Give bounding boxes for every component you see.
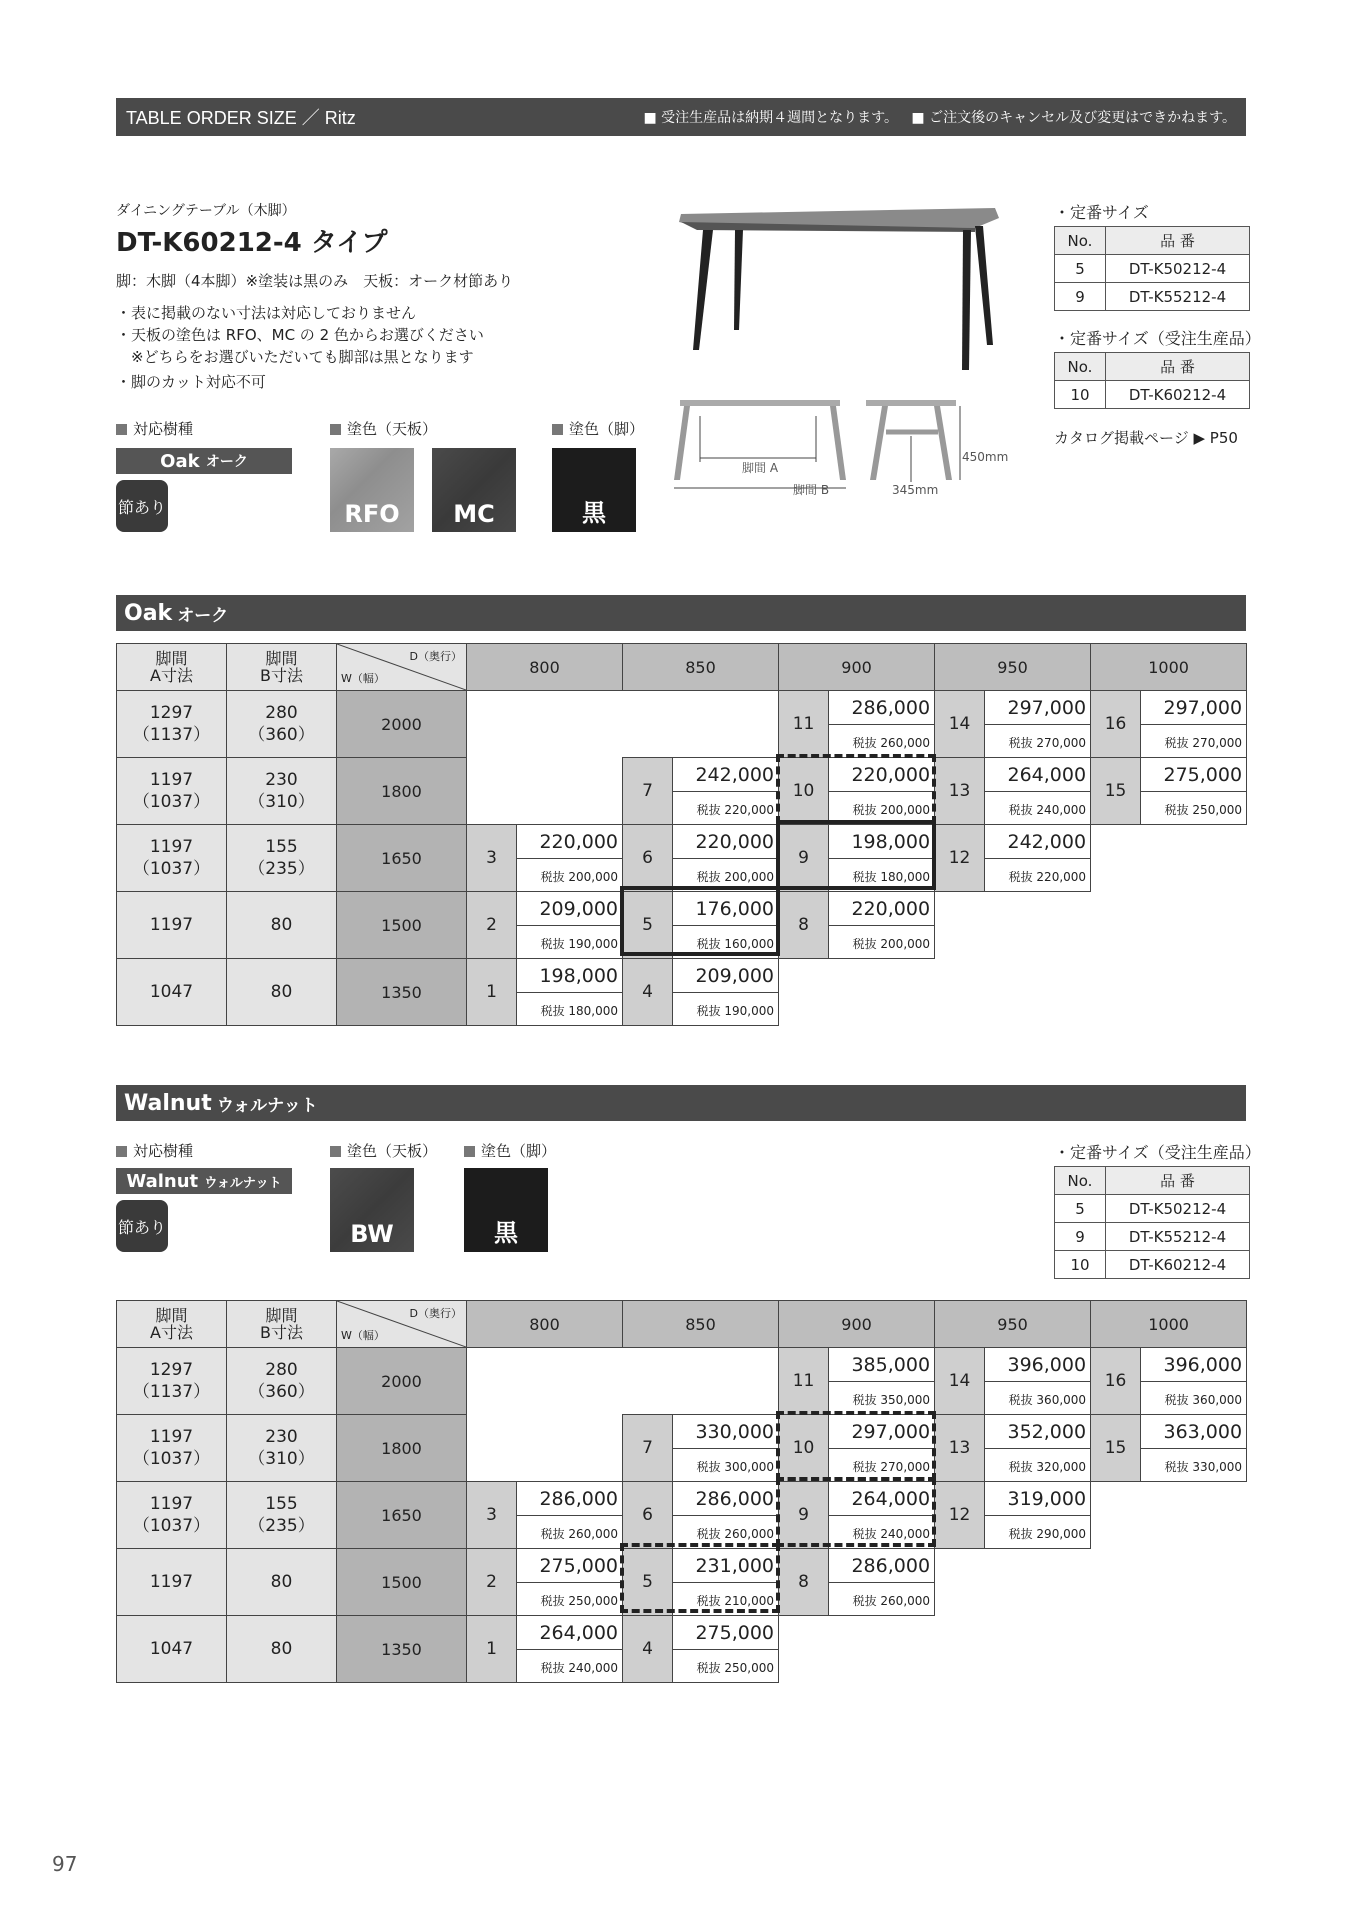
standard-sizes-title: ・定番サイズ: [1054, 203, 1149, 222]
price-incl-tax: 286,000: [851, 697, 931, 719]
leg-b-value: 80: [227, 1549, 337, 1616]
empty-cell: [1141, 959, 1247, 1026]
empty-cell: [935, 959, 985, 1026]
empty-cell: [985, 1616, 1091, 1683]
header-width-label: W（幅）: [341, 1329, 385, 1342]
price-excl-tax: 税抜 250,000: [696, 1661, 775, 1675]
empty-cell: [1141, 1549, 1247, 1616]
price-incl-tax: 275,000: [539, 1555, 619, 1577]
empty-cell: [517, 758, 623, 825]
empty-cell: [1091, 1616, 1141, 1683]
price-excl-tax: 税抜 320,000: [1008, 1460, 1087, 1474]
price-cell: [673, 892, 779, 959]
price-incl-tax: 242,000: [695, 764, 775, 786]
price-incl-tax: 352,000: [1007, 1421, 1087, 1443]
width-value: 1350: [337, 959, 467, 1026]
leg-a-value: 1297 （1137）: [117, 691, 227, 758]
price-cell: [517, 825, 623, 892]
size-number: 13: [935, 1415, 985, 1482]
walnut-section-title: Walnut: [124, 1090, 212, 1116]
empty-cell: [467, 1348, 517, 1415]
price-excl-tax: 税抜 270,000: [852, 1460, 931, 1474]
size-code: DT-K55212-4: [1106, 1223, 1250, 1251]
leg-b-value: 230 （310）: [227, 758, 337, 825]
price-cell: [829, 825, 935, 892]
wood-oak-label: Oak オーク: [116, 448, 292, 474]
empty-cell: [1141, 892, 1247, 959]
price-cell: [1141, 691, 1247, 758]
size-number: 5: [623, 1549, 673, 1616]
price-cell: [829, 892, 935, 959]
col-no: No.: [1055, 1167, 1106, 1195]
wood-label: 対応樹種: [116, 418, 193, 439]
price-cell: [1141, 758, 1247, 825]
depth-header: 1000: [1091, 644, 1247, 691]
note-line: ・脚のカット対応不可: [116, 373, 266, 391]
price-incl-tax: 286,000: [539, 1488, 619, 1510]
size-number: 7: [623, 1415, 673, 1482]
standard-sizes-table: [1054, 226, 1250, 311]
leg-b-value: 80: [227, 1616, 337, 1683]
size-number: 3: [467, 1482, 517, 1549]
price-incl-tax: 198,000: [539, 965, 619, 987]
leg-b-value: 155 （235）: [227, 825, 337, 892]
swatch-bw: BW: [330, 1168, 414, 1252]
price-cell: [673, 1482, 779, 1549]
price-incl-tax: 264,000: [539, 1622, 619, 1644]
price-excl-tax: 税抜 180,000: [852, 870, 931, 884]
empty-cell: [829, 959, 935, 1026]
header-leg-b: 脚間 B寸法: [227, 1301, 337, 1348]
empty-cell: [1091, 959, 1141, 1026]
price-excl-tax: 税抜 360,000: [1164, 1393, 1243, 1407]
square-icon: [116, 424, 127, 435]
empty-cell: [779, 1616, 829, 1683]
size-number: 10: [779, 758, 829, 825]
price-excl-tax: 税抜 350,000: [852, 1393, 931, 1407]
price-cell: [673, 1415, 779, 1482]
catalog-page-ref: カタログ掲載ページ ▶ P50: [1054, 429, 1238, 447]
square-icon: [464, 1146, 475, 1157]
price-excl-tax: 税抜 190,000: [696, 1004, 775, 1018]
price-cell: [829, 1348, 935, 1415]
price-excl-tax: 税抜 250,000: [540, 1594, 619, 1608]
size-number: 6: [623, 1482, 673, 1549]
leg-color-label: 塗色（脚）: [464, 1140, 556, 1161]
price-cell: [829, 758, 935, 825]
price-cell: [673, 959, 779, 1026]
header-leg-b: 脚間 B寸法: [227, 644, 337, 691]
width-value: 2000: [337, 691, 467, 758]
knot-badge: 節あり: [116, 480, 168, 532]
price-cell: [1141, 1415, 1247, 1482]
price-cell: [829, 1415, 935, 1482]
square-icon: [552, 424, 563, 435]
empty-cell: [935, 1549, 985, 1616]
price-excl-tax: 税抜 200,000: [696, 870, 775, 884]
square-icon: [116, 1146, 127, 1157]
walnut-standard-sizes-table: [1054, 1166, 1250, 1279]
price-excl-tax: 税抜 330,000: [1164, 1460, 1243, 1474]
leg-b-value: 80: [227, 892, 337, 959]
price-excl-tax: 税抜 260,000: [540, 1527, 619, 1541]
col-code: 品 番: [1106, 1167, 1250, 1195]
standard-sizes-order-table: [1054, 352, 1250, 409]
empty-cell: [985, 959, 1091, 1026]
walnut-price-table: [116, 1300, 1247, 1683]
price-incl-tax: 275,000: [695, 1622, 775, 1644]
empty-cell: [1091, 1549, 1141, 1616]
size-number: 14: [935, 691, 985, 758]
size-number: 1: [467, 959, 517, 1026]
size-number: 16: [1091, 691, 1141, 758]
size-number: 2: [467, 1549, 517, 1616]
price-incl-tax: 220,000: [851, 764, 931, 786]
price-excl-tax: 税抜 200,000: [852, 937, 931, 951]
price-excl-tax: 税抜 250,000: [1164, 803, 1243, 817]
size-no: 10: [1055, 1251, 1106, 1279]
product-name: DT-K60212-4 タイプ: [116, 228, 388, 258]
price-incl-tax: 198,000: [851, 831, 931, 853]
price-excl-tax: 税抜 220,000: [696, 803, 775, 817]
empty-cell: [779, 959, 829, 1026]
empty-cell: [1091, 892, 1141, 959]
header-leg-a: 脚間 A寸法: [117, 1301, 227, 1348]
price-excl-tax: 税抜 210,000: [696, 1594, 775, 1608]
header-depth-label: D（奥行）: [409, 650, 462, 663]
square-icon: ■: [911, 110, 930, 126]
oak-section-title: Oak: [124, 600, 173, 626]
standard-sizes-order-title: ・定番サイズ（受注生産品）: [1054, 329, 1261, 348]
wood-walnut-label: Walnut ウォルナット: [116, 1168, 292, 1194]
leg-a-value: 1197 （1037）: [117, 1415, 227, 1482]
empty-cell: [1091, 1482, 1141, 1549]
header-depth-label: D（奥行）: [409, 1307, 462, 1320]
size-no: 5: [1055, 1195, 1106, 1223]
price-excl-tax: 税抜 160,000: [696, 937, 775, 951]
price-cell: [985, 1482, 1091, 1549]
swatch-black: 黒: [552, 448, 636, 532]
width-value: 1500: [337, 892, 467, 959]
leg-a-value: 1197 （1037）: [117, 1482, 227, 1549]
size-code: DT-K50212-4: [1106, 255, 1250, 283]
size-number: 11: [779, 1348, 829, 1415]
price-incl-tax: 242,000: [1007, 831, 1087, 853]
size-number: 14: [935, 1348, 985, 1415]
square-icon: [330, 424, 341, 435]
leg-a-value: 1197 （1037）: [117, 758, 227, 825]
price-incl-tax: 220,000: [695, 831, 775, 853]
oak-section-bar: [116, 595, 1246, 631]
price-incl-tax: 209,000: [695, 965, 775, 987]
leg-b-value: 280 （360）: [227, 1348, 337, 1415]
empty-cell: [829, 1616, 935, 1683]
square-icon: [330, 1146, 341, 1157]
price-incl-tax: 275,000: [1163, 764, 1243, 786]
price-incl-tax: 209,000: [539, 898, 619, 920]
price-excl-tax: 税抜 200,000: [540, 870, 619, 884]
size-number: 8: [779, 892, 829, 959]
price-excl-tax: 税抜 260,000: [696, 1527, 775, 1541]
price-incl-tax: 396,000: [1163, 1354, 1243, 1376]
notice-lead-time: 受注生産品は納期４週間となります。: [661, 110, 899, 126]
square-icon: ■: [643, 110, 662, 126]
leg-a-value: 1197: [117, 1549, 227, 1616]
size-number: 6: [623, 825, 673, 892]
empty-cell: [1141, 1482, 1247, 1549]
empty-cell: [623, 691, 673, 758]
size-number: 15: [1091, 1415, 1141, 1482]
size-number: 1: [467, 1616, 517, 1683]
price-cell: [985, 691, 1091, 758]
empty-cell: [623, 1348, 673, 1415]
price-cell: [673, 758, 779, 825]
size-number: 11: [779, 691, 829, 758]
price-excl-tax: 税抜 180,000: [540, 1004, 619, 1018]
price-cell: [829, 691, 935, 758]
price-cell: [517, 1482, 623, 1549]
top-color-label: 塗色（天板）: [330, 418, 437, 439]
size-number: 4: [623, 1616, 673, 1683]
price-cell: [673, 1549, 779, 1616]
size-code: DT-K55212-4: [1106, 283, 1250, 311]
size-number: 8: [779, 1549, 829, 1616]
depth-header: 900: [779, 1301, 935, 1348]
leg-a-value: 1047: [117, 959, 227, 1026]
size-no: 9: [1055, 283, 1106, 311]
size-code: DT-K50212-4: [1106, 1195, 1250, 1223]
swatch-black: 黒: [464, 1168, 548, 1252]
width-value: 1650: [337, 1482, 467, 1549]
leg-b-value: 230 （310）: [227, 1415, 337, 1482]
price-excl-tax: 税抜 260,000: [852, 736, 931, 750]
leg-span-a-label: 脚間 A: [742, 461, 779, 475]
leg-span-b-label: 脚間 B: [793, 483, 830, 497]
depth-header: 850: [623, 644, 779, 691]
product-notes: [116, 302, 484, 393]
empty-cell: [985, 892, 1091, 959]
width-value: 2000: [337, 1348, 467, 1415]
price-excl-tax: 税抜 300,000: [696, 1460, 775, 1474]
empty-cell: [1091, 825, 1141, 892]
price-cell: [673, 825, 779, 892]
width-value: 1500: [337, 1549, 467, 1616]
price-cell: [829, 1549, 935, 1616]
leg-a-value: 1197: [117, 892, 227, 959]
col-no: No.: [1055, 353, 1106, 381]
price-incl-tax: 220,000: [539, 831, 619, 853]
price-excl-tax: 税抜 190,000: [540, 937, 619, 951]
size-number: 10: [779, 1415, 829, 1482]
header-bar: [116, 98, 1246, 136]
depth-header: 950: [935, 1301, 1091, 1348]
swatch-rfo: RFO: [330, 448, 414, 532]
price-incl-tax: 396,000: [1007, 1354, 1087, 1376]
oak-price-table: [116, 643, 1247, 1026]
price-incl-tax: 363,000: [1163, 1421, 1243, 1443]
product-spec: 脚：木脚（4本脚）※塗装は黒のみ 天板：オーク材節あり: [116, 272, 514, 290]
walnut-section-kana: ウォルナット: [216, 1095, 318, 1116]
empty-cell: [1141, 825, 1247, 892]
price-incl-tax: 385,000: [851, 1354, 931, 1376]
leg-a-value: 1047: [117, 1616, 227, 1683]
empty-cell: [673, 691, 779, 758]
price-incl-tax: 297,000: [1007, 697, 1087, 719]
depth-header: 800: [467, 644, 623, 691]
note-line: ・表に掲載のない寸法は対応しておりません: [116, 304, 417, 322]
price-incl-tax: 297,000: [1163, 697, 1243, 719]
size-number: 7: [623, 758, 673, 825]
header-title: TABLE ORDER SIZE ／ Ritz: [126, 108, 356, 128]
leg-a-value: 1297 （1137）: [117, 1348, 227, 1415]
size-number: 16: [1091, 1348, 1141, 1415]
note-line: ・天板の塗色は RFO、MC の 2 色からお選びください: [116, 326, 484, 344]
price-cell: [829, 1482, 935, 1549]
leg-a-value: 1197 （1037）: [117, 825, 227, 892]
price-cell: [517, 1549, 623, 1616]
walnut-section-bar: [116, 1085, 1246, 1121]
price-incl-tax: 319,000: [1007, 1488, 1087, 1510]
header-leg-a: 脚間 A寸法: [117, 644, 227, 691]
price-cell: [985, 825, 1091, 892]
size-number: 12: [935, 1482, 985, 1549]
size-number: 12: [935, 825, 985, 892]
price-excl-tax: 税抜 290,000: [1008, 1527, 1087, 1541]
width-value: 1800: [337, 1415, 467, 1482]
size-number: 13: [935, 758, 985, 825]
price-incl-tax: 176,000: [695, 898, 775, 920]
price-excl-tax: 税抜 360,000: [1008, 1393, 1087, 1407]
size-number: 15: [1091, 758, 1141, 825]
price-cell: [673, 1616, 779, 1683]
depth-header: 800: [467, 1301, 623, 1348]
leg-b-value: 280 （360）: [227, 691, 337, 758]
size-no: 9: [1055, 1223, 1106, 1251]
depth-header: 850: [623, 1301, 779, 1348]
price-incl-tax: 231,000: [695, 1555, 775, 1577]
col-code: 品 番: [1106, 353, 1250, 381]
width-value: 1650: [337, 825, 467, 892]
header-width-label: W（幅）: [341, 672, 385, 685]
depth-label: 345mm: [892, 483, 939, 497]
top-color-label: 塗色（天板）: [330, 1140, 437, 1161]
size-number: 9: [779, 825, 829, 892]
empty-cell: [985, 1549, 1091, 1616]
header-notices: [643, 107, 1236, 127]
price-incl-tax: 297,000: [851, 1421, 931, 1443]
empty-cell: [673, 1348, 779, 1415]
size-number: 9: [779, 1482, 829, 1549]
product-category: ダイニングテーブル（木脚）: [116, 203, 296, 219]
leg-b-value: 80: [227, 959, 337, 1026]
walnut-standard-sizes-title: ・定番サイズ（受注生産品）: [1054, 1143, 1261, 1162]
size-number: 3: [467, 825, 517, 892]
notice-no-cancel: ご注文後のキャンセル及び変更はできかねます。: [929, 110, 1236, 126]
price-incl-tax: 286,000: [695, 1488, 775, 1510]
knot-badge: 節あり: [116, 1200, 168, 1252]
width-value: 1350: [337, 1616, 467, 1683]
empty-cell: [467, 691, 517, 758]
size-code: DT-K60212-4: [1106, 381, 1250, 409]
empty-cell: [517, 691, 623, 758]
col-code: 品 番: [1106, 227, 1250, 255]
height-label: 450mm: [962, 450, 1009, 464]
price-incl-tax: 286,000: [851, 1555, 931, 1577]
price-incl-tax: 330,000: [695, 1421, 775, 1443]
leg-b-value: 155 （235）: [227, 1482, 337, 1549]
leg-color-label: 塗色（脚）: [552, 418, 644, 439]
price-incl-tax: 264,000: [851, 1488, 931, 1510]
price-excl-tax: 税抜 200,000: [852, 803, 931, 817]
size-number: 2: [467, 892, 517, 959]
page-number: 97: [52, 1852, 78, 1876]
note-line: ※どちらをお選びいただいても脚部は黒となります: [116, 348, 474, 366]
price-cell: [985, 1415, 1091, 1482]
dimension-diagram: [670, 396, 1010, 501]
price-excl-tax: 税抜 270,000: [1008, 736, 1087, 750]
width-value: 1800: [337, 758, 467, 825]
header-dw: [337, 1301, 467, 1348]
price-excl-tax: 税抜 240,000: [852, 1527, 931, 1541]
swatch-mc: MC: [432, 448, 516, 532]
empty-cell: [467, 1415, 517, 1482]
depth-header: 950: [935, 644, 1091, 691]
price-cell: [985, 758, 1091, 825]
empty-cell: [935, 1616, 985, 1683]
price-incl-tax: 220,000: [851, 898, 931, 920]
price-excl-tax: 税抜 220,000: [1008, 870, 1087, 884]
price-excl-tax: 税抜 260,000: [852, 1594, 931, 1608]
price-excl-tax: 税抜 240,000: [1008, 803, 1087, 817]
size-number: 4: [623, 959, 673, 1026]
price-incl-tax: 264,000: [1007, 764, 1087, 786]
price-cell: [517, 892, 623, 959]
price-cell: [517, 959, 623, 1026]
wood-label: 対応樹種: [116, 1140, 193, 1161]
size-no: 5: [1055, 255, 1106, 283]
empty-cell: [517, 1348, 623, 1415]
depth-header: 1000: [1091, 1301, 1247, 1348]
price-excl-tax: 税抜 270,000: [1164, 736, 1243, 750]
size-no: 10: [1055, 381, 1106, 409]
price-excl-tax: 税抜 240,000: [540, 1661, 619, 1675]
price-cell: [517, 1616, 623, 1683]
empty-cell: [517, 1415, 623, 1482]
size-number: 5: [623, 892, 673, 959]
empty-cell: [935, 892, 985, 959]
col-no: No.: [1055, 227, 1106, 255]
empty-cell: [1141, 1616, 1247, 1683]
depth-header: 900: [779, 644, 935, 691]
header-dw: [337, 644, 467, 691]
price-cell: [985, 1348, 1091, 1415]
price-cell: [1141, 1348, 1247, 1415]
oak-section-kana: オーク: [177, 605, 229, 626]
empty-cell: [467, 758, 517, 825]
size-code: DT-K60212-4: [1106, 1251, 1250, 1279]
